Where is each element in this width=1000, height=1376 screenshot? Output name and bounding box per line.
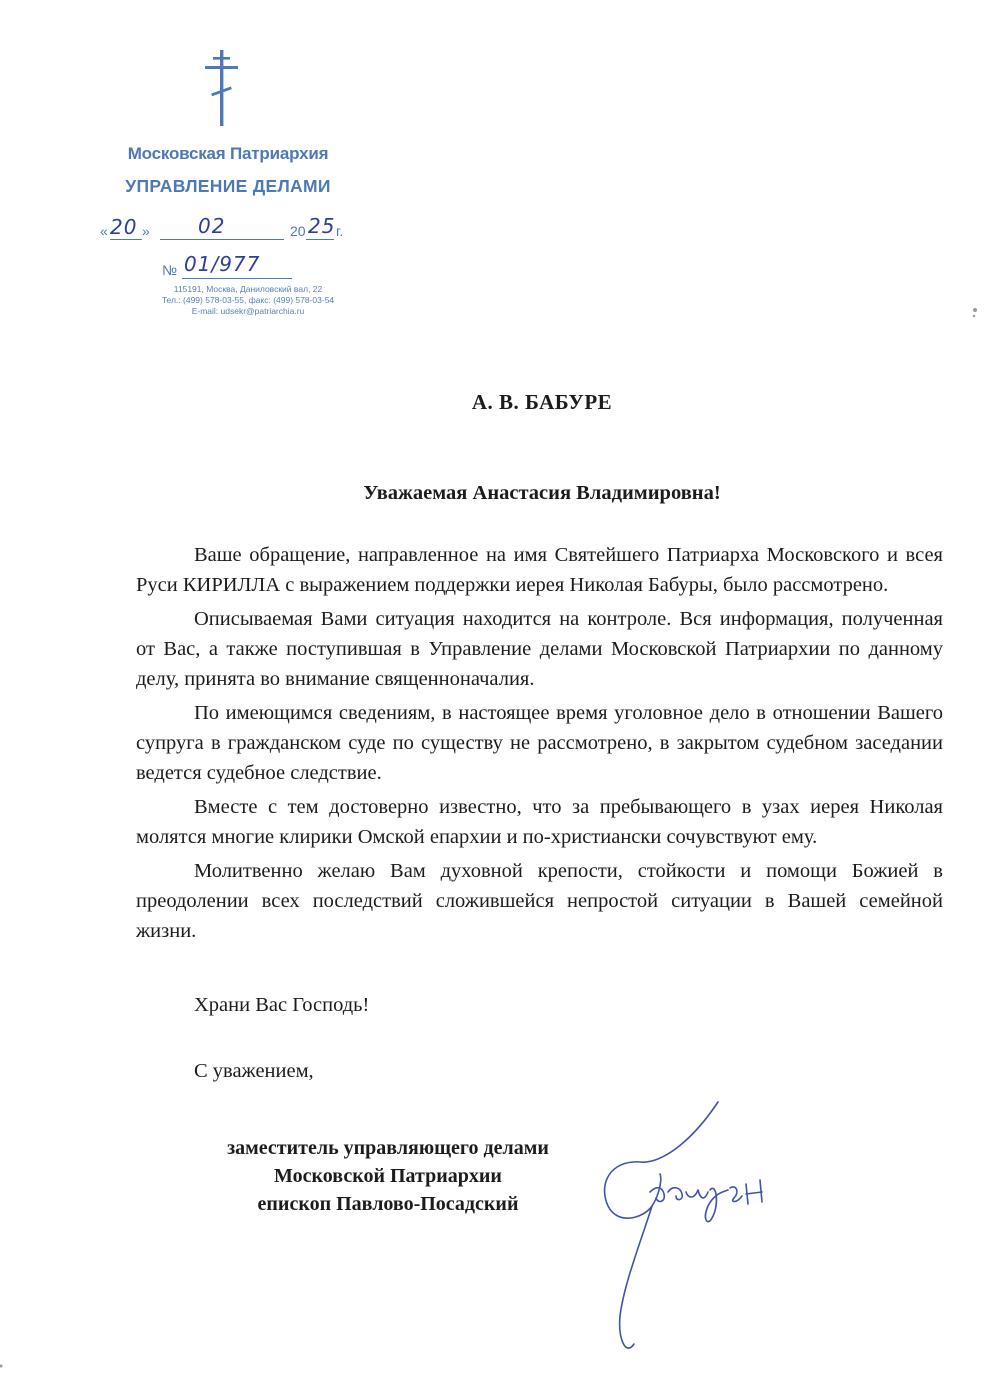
date-open-quote: « (100, 223, 108, 239)
paragraph: Молитвенно желаю Вам духовной крепости, стойкости и помощи Божией в преодолении всех последствий сложившейся непростой ситуации в Вашей семейной жизни. (136, 860, 943, 942)
closing-wish: Храни Вас Господь! (194, 994, 370, 1016)
date-close-quote: » (142, 223, 150, 239)
document-number: 01/977 (184, 252, 261, 276)
signer-name: епископ Павлово-Посадский (257, 1193, 519, 1215)
number-label: № (162, 262, 178, 278)
date-year-unit: г. (336, 223, 344, 239)
paragraph: Описываемая Вами ситуация находится на контроле. Вся информация, полученная от Вас, а также поступившая в Управление делами Московской Патриархии по данному делу, принята во внимание священноначалия. (136, 608, 943, 690)
paragraph: По имеющимся сведениям, в настоящее время уголовное дело в отношении Вашего супруга в гражданском суде по существу не рассмотрено, в закрытом судебном заседании ведется судебное следствие. (136, 702, 943, 784)
address: 115191, Москва, Даниловский вал, 22 (173, 284, 323, 294)
date-year-suffix: 25 (308, 214, 336, 238)
signer-title: заместитель управляющего делами (227, 1137, 549, 1159)
department-name: УПРАВЛЕНИЕ ДЕЛАМИ (125, 176, 331, 196)
paragraph: Вместе с тем достоверно известно, что за пребывающего в узах иерея Николая молятся многие клирики Омской епархии и по-христиански сочувствуют ему. (136, 796, 943, 848)
email: E-mail: udsekr@patriarchia.ru (191, 306, 305, 316)
signer-organization: Московской Патриархии (274, 1165, 502, 1187)
date-day: 20 (110, 215, 138, 239)
date-year-prefix: 20 (290, 223, 306, 239)
phone-fax: Тел.: (499) 578-03-55, факс: (499) 578-03-54 (161, 295, 335, 305)
regards: С уважением, (194, 1060, 314, 1082)
addressee: А. В. БАБУРЕ (471, 390, 613, 414)
greeting: Уважаемая Анастасия Владимировна! (363, 482, 721, 504)
date-month: 02 (198, 214, 226, 238)
paragraph: Ваше обращение, направленное на имя Святейшего Патриарха Московского и всея Руси КИРИЛЛА с выражением поддержки иерея Николая Бабуры, было рассмотрено. (136, 544, 943, 596)
organization-name: Московская Патриархия (127, 144, 329, 163)
